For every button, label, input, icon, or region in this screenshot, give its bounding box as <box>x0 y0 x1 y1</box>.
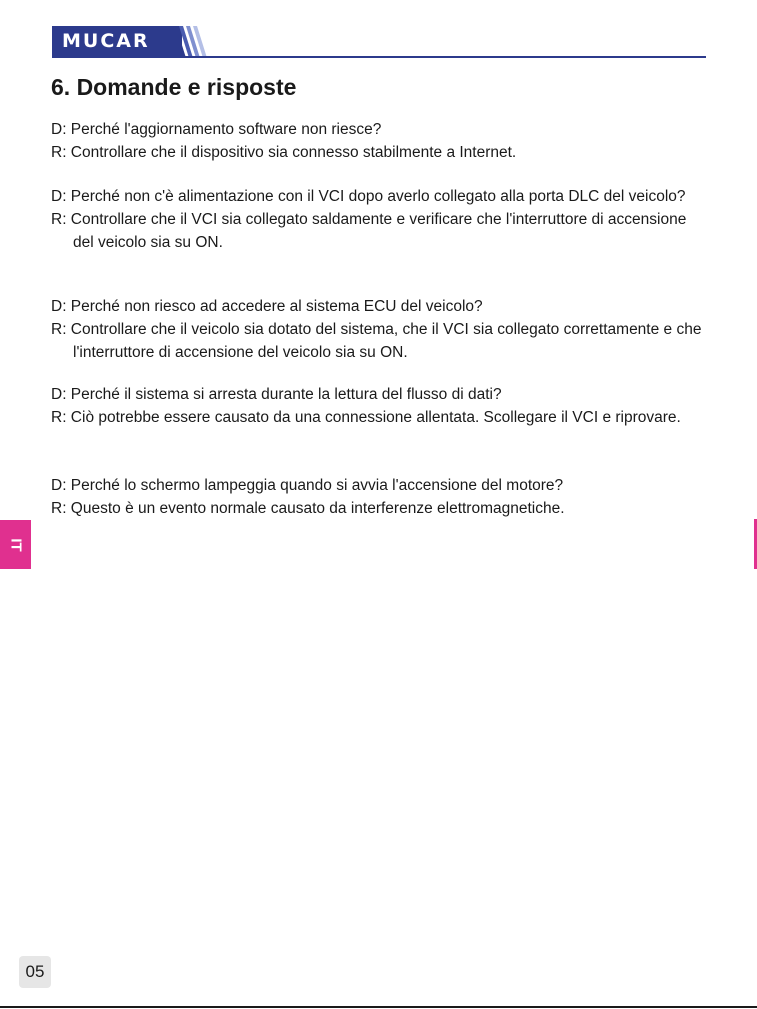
answer-text: R: Controllare che il VCI sia collegato saldamente e verificare che l'interruttore di accensione del veicolo sia su ON. <box>51 211 687 251</box>
brand-logo: MUCAR <box>62 30 150 52</box>
language-tab-label: IT <box>7 537 24 552</box>
question-text: D: Perché non riesco ad accedere al sistema ECU del veicolo? <box>51 298 483 315</box>
header-divider <box>52 56 706 58</box>
qa-item <box>51 118 711 164</box>
answer-text: R: Controllare che il veicolo sia dotato del sistema, che il VCI sia collegato correttamente e che l'interruttore di accensione del veicolo sia su ON. <box>51 321 702 361</box>
question-text: D: Perché non c'è alimentazione con il VCI dopo averlo collegato alla porta DLC del veicolo? <box>51 188 686 205</box>
answer-text: R: Controllare che il dispositivo sia connesso stabilmente a Internet. <box>51 144 517 161</box>
question-text: D: Perché il sistema si arresta durante la lettura del flusso di dati? <box>51 386 502 403</box>
qa-item <box>51 383 711 429</box>
question-text: D: Perché lo schermo lampeggia quando si avvia l'accensione del motore? <box>51 477 564 494</box>
page-title: 6. Domande e risposte <box>51 74 297 100</box>
logo-stripes-icon <box>172 22 212 58</box>
qa-item <box>51 295 711 364</box>
qa-item <box>51 474 711 520</box>
qa-item <box>51 185 711 254</box>
page-number: 05 <box>19 956 51 988</box>
language-tab <box>0 520 31 569</box>
answer-text: R: Questo è un evento normale causato da interferenze elettromagnetiche. <box>51 500 565 517</box>
question-text: D: Perché l'aggiornamento software non riesce? <box>51 121 382 138</box>
footer-divider <box>0 1006 757 1008</box>
answer-text: R: Ciò potrebbe essere causato da una connessione allentata. Scollegare il VCI e riprovare. <box>51 409 681 426</box>
